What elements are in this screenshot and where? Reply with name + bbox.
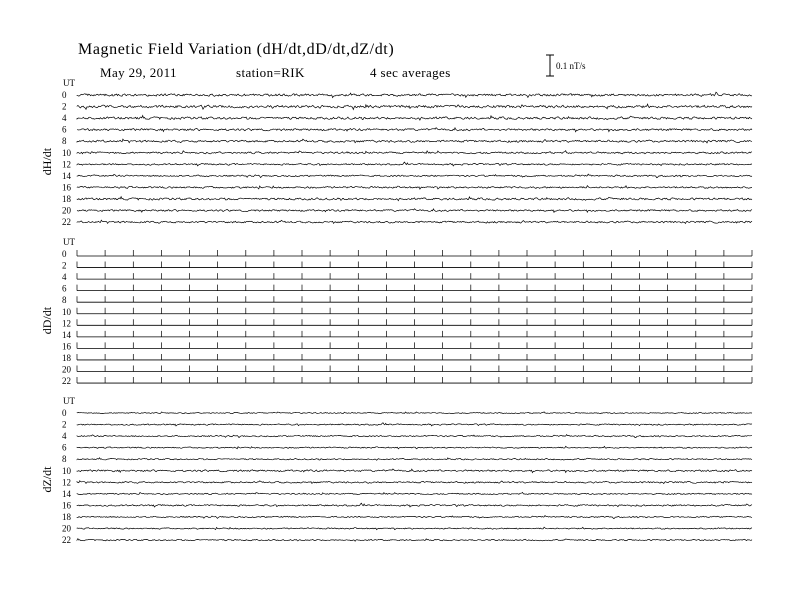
panel-ylabel: dD/dt bbox=[40, 306, 54, 335]
trace-dH-14 bbox=[77, 174, 752, 178]
row-label: 14 bbox=[62, 170, 71, 181]
row-label: 6 bbox=[62, 283, 67, 294]
trace-dZ-4 bbox=[77, 435, 752, 438]
row-label: 20 bbox=[62, 205, 71, 216]
hour-ticks bbox=[77, 308, 752, 314]
row-label: 8 bbox=[62, 136, 67, 147]
row-label: 6 bbox=[62, 124, 67, 135]
row-label: 10 bbox=[62, 306, 71, 317]
averaging-label: 4 sec averages bbox=[370, 65, 451, 80]
hour-ticks bbox=[77, 354, 752, 360]
row-label: 14 bbox=[62, 488, 71, 499]
station-label: station=RIK bbox=[236, 65, 305, 80]
trace-dZ-22 bbox=[77, 539, 752, 542]
scale-bar bbox=[546, 55, 586, 76]
ut-axis-label: UT bbox=[63, 237, 75, 247]
row-label: 2 bbox=[62, 101, 67, 112]
row-label: 20 bbox=[62, 523, 71, 534]
hour-ticks bbox=[77, 319, 752, 325]
panel-ylabel: dH/dt bbox=[40, 147, 54, 176]
hour-ticks bbox=[77, 285, 752, 291]
hour-ticks bbox=[77, 366, 752, 372]
row-label: 8 bbox=[62, 454, 67, 465]
row-label: 0 bbox=[62, 90, 67, 100]
row-label: 10 bbox=[62, 465, 71, 476]
trace-dZ-0 bbox=[77, 412, 752, 414]
row-label: 6 bbox=[62, 442, 67, 453]
trace-dH-2 bbox=[77, 104, 752, 109]
trace-dH-18 bbox=[77, 197, 752, 201]
row-label: 12 bbox=[62, 318, 71, 329]
trace-dZ-16 bbox=[77, 503, 752, 507]
trace-dZ-6 bbox=[77, 446, 752, 449]
hour-ticks bbox=[77, 342, 752, 348]
row-label: 4 bbox=[62, 113, 67, 124]
trace-dZ-18 bbox=[77, 516, 752, 519]
hour-ticks bbox=[77, 273, 752, 279]
trace-dH-6 bbox=[77, 128, 752, 132]
trace-dZ-8 bbox=[77, 458, 752, 461]
trace-dH-8 bbox=[77, 139, 752, 143]
panels-group bbox=[40, 78, 752, 545]
row-label: 22 bbox=[62, 535, 71, 546]
trace-dZ-12 bbox=[77, 481, 752, 484]
hour-ticks bbox=[77, 262, 752, 268]
trace-dH-0 bbox=[77, 92, 752, 97]
row-label: 16 bbox=[62, 182, 71, 193]
row-label: 4 bbox=[62, 431, 67, 442]
row-label: 12 bbox=[62, 159, 71, 170]
row-label: 22 bbox=[62, 376, 71, 387]
trace-dZ-14 bbox=[77, 492, 752, 494]
row-label: 22 bbox=[62, 217, 71, 228]
trace-dH-22 bbox=[77, 220, 752, 223]
hour-ticks bbox=[77, 250, 752, 256]
panel-dH bbox=[40, 78, 752, 227]
row-label: 16 bbox=[62, 500, 71, 511]
row-label: 8 bbox=[62, 295, 67, 306]
trace-dZ-20 bbox=[77, 527, 752, 530]
chart-title: Magnetic Field Variation (dH/dt,dD/dt,dZ/dt) bbox=[78, 41, 395, 58]
trace-dH-20 bbox=[77, 209, 752, 213]
trace-dH-4 bbox=[77, 116, 752, 121]
row-label: 0 bbox=[62, 249, 67, 259]
row-label: 10 bbox=[62, 147, 71, 158]
row-label: 0 bbox=[62, 408, 67, 418]
ut-axis-label: UT bbox=[63, 78, 75, 88]
row-label: 2 bbox=[62, 260, 67, 271]
trace-dH-16 bbox=[77, 186, 752, 190]
row-label: 12 bbox=[62, 477, 71, 488]
trace-dH-12 bbox=[77, 162, 752, 166]
hour-ticks bbox=[77, 296, 752, 302]
row-label: 14 bbox=[62, 329, 71, 340]
row-label: 18 bbox=[62, 511, 71, 522]
trace-dH-10 bbox=[77, 151, 752, 154]
row-label: 2 bbox=[62, 419, 67, 430]
panel-ylabel: dZ/dt bbox=[40, 466, 54, 493]
row-label: 16 bbox=[62, 341, 71, 352]
row-label: 18 bbox=[62, 193, 71, 204]
hour-ticks bbox=[77, 377, 752, 383]
row-label: 18 bbox=[62, 352, 71, 363]
row-label: 4 bbox=[62, 272, 67, 283]
hour-ticks bbox=[77, 331, 752, 337]
trace-dZ-10 bbox=[77, 469, 752, 473]
row-label: 20 bbox=[62, 364, 71, 375]
ut-axis-label: UT bbox=[63, 396, 75, 406]
panel-dD bbox=[40, 237, 752, 386]
scale-bar-label: 0.1 nT/s bbox=[556, 61, 586, 71]
panel-dZ bbox=[40, 396, 752, 545]
trace-dZ-2 bbox=[77, 423, 752, 426]
date-label: May 29, 2011 bbox=[100, 65, 177, 80]
